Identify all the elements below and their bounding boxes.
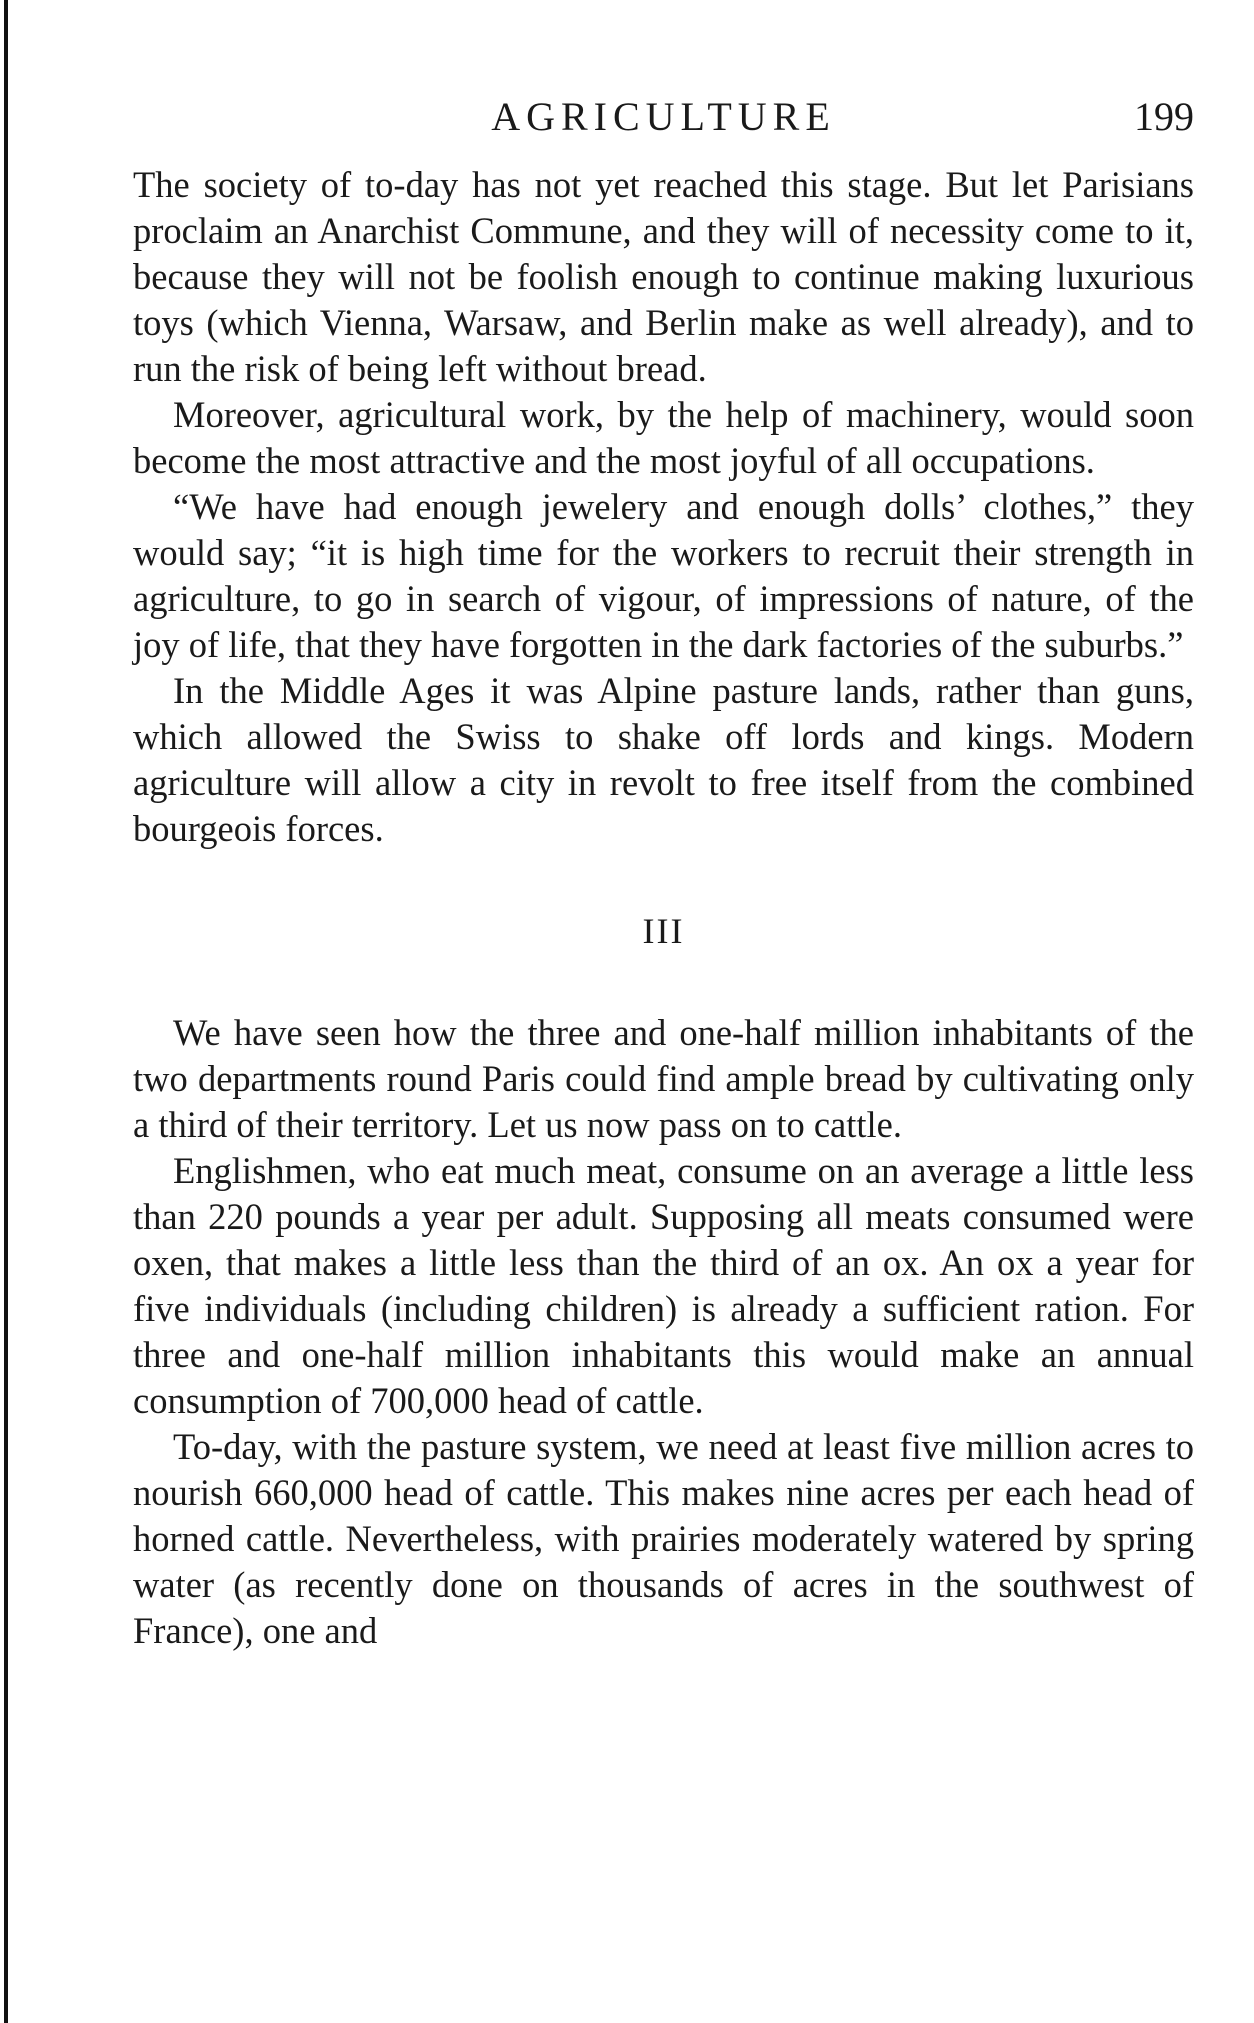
paragraph: Moreover, agricultural work, by the help of machinery, would soon become the most attractive and the most joyful of all occupations. bbox=[133, 394, 1194, 481]
paragraph: In the Middle Ages it was Alpine pasture lands, rather than guns, which allowed the Swiss to shake off lords and kings. Modern agriculture will allow a city in revolt to free itself from the combined bourgeois forces. bbox=[133, 670, 1194, 849]
paragraph: The society of to-day has not yet reached this stage. But let Parisians proclaim an Anarchist Commune, and they will of necessity come to it, because they will not be foolish enough to continue making luxurious toys (which Vienna, Warsaw, and Berlin make as well already), and to run the risk of being left without bread. bbox=[133, 164, 1194, 389]
running-head bbox=[133, 92, 1194, 142]
paragraph: We have seen how the three and one-half million inhabitants of the two departments round Paris could find ample bread by cultivating only a third of their territory. Let us now pass on to cattle. bbox=[133, 1012, 1194, 1145]
page-edge-rule bbox=[4, 0, 8, 2023]
body-text bbox=[133, 162, 1194, 1654]
paragraph: “We have had enough jewelery and enough dolls’ clothes,” they would say; “it is high time for the workers to recruit their strength in agriculture, to go in search of vigour, of impressions of nature, of the joy of life, that they have forgotten in the dark factories of the suburbs.” bbox=[133, 486, 1194, 665]
paragraph: Englishmen, who eat much meat, consume on an average a little less than 220 pounds a year per adult. Supposing all meats consumed were oxen, that makes a little less than the third of an ox. An ox a year for five individuals (including children) is already a sufficient ration. For three and one-half million inhabitants this would make an annual consumption of 700,000 head of cattle. bbox=[133, 1150, 1194, 1421]
running-title: AGRICULTURE bbox=[491, 94, 836, 139]
page-number: 199 bbox=[1134, 94, 1194, 139]
section-heading: III bbox=[642, 911, 685, 951]
paragraph: To-day, with the pasture system, we need at least five million acres to nourish 660,000 head of cattle. This makes nine acres per each head of horned cattle. Nevertheless, with prairies moderately watered by spring water (as recently done on thousands of acres in the southwest of France), one and bbox=[133, 1426, 1194, 1651]
